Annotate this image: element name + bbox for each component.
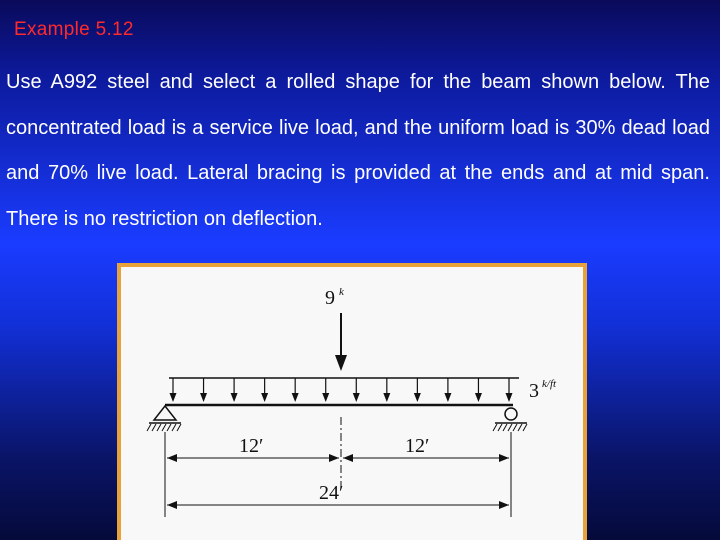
total-span-label: 24′: [319, 482, 344, 504]
roller-support: [505, 408, 517, 420]
distributed-load-value: 3: [529, 380, 539, 402]
distributed-load-arrowhead: [444, 393, 451, 402]
distributed-load-unit: k/ft: [542, 378, 557, 390]
point-load-value: 9: [325, 287, 335, 309]
beam-diagram: [121, 267, 583, 540]
pin-support-hatch: [147, 424, 181, 431]
distributed-load-arrowhead: [322, 393, 329, 402]
distributed-load-arrowhead: [292, 393, 299, 402]
point-load-unit: k: [339, 286, 344, 298]
point-load-arrowhead: [335, 355, 347, 371]
left-span-label: 12′: [239, 435, 264, 457]
beam-figure: [117, 263, 587, 540]
distributed-load-arrowhead: [383, 393, 390, 402]
distributed-load-arrowhead: [475, 393, 482, 402]
slide-title: Example 5.12: [14, 19, 134, 40]
distributed-load-arrowhead: [506, 393, 513, 402]
distributed-load-arrowhead: [170, 393, 177, 402]
right-span-label: 12′: [405, 435, 430, 457]
problem-statement: Use A992 steel and select a rolled shape for the beam shown below. The concentrated load is a service live load, and the uniform load is 30% dead load and 70% live load. Lateral bracing is provided at the ends and at mid span. There is no restriction on deflection.: [6, 71, 710, 230]
roller-support-hatch: [493, 424, 527, 431]
pin-support: [154, 406, 176, 420]
distributed-load-arrowhead: [261, 393, 268, 402]
distributed-load-arrowhead: [353, 393, 360, 402]
distributed-load-arrowhead: [200, 393, 207, 402]
distributed-load-arrowhead: [414, 393, 421, 402]
distributed-load-arrowhead: [231, 393, 238, 402]
distributed-load-arrows: [170, 378, 513, 402]
